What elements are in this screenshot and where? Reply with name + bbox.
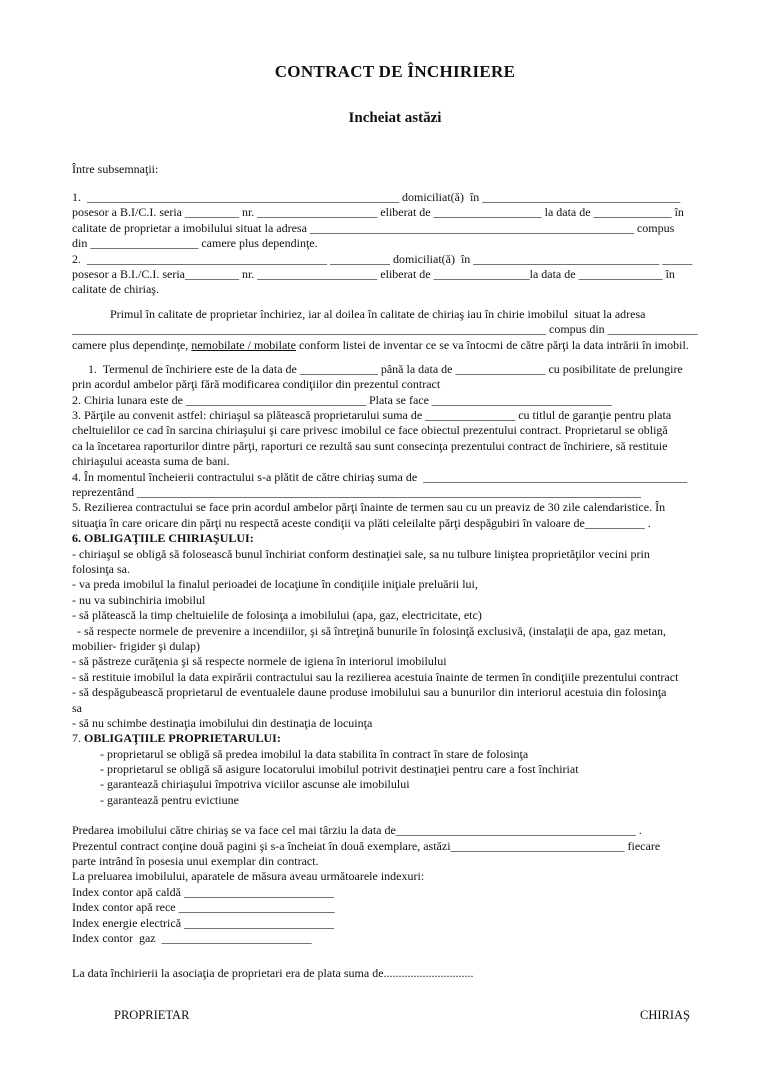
contract-line [72,516,718,531]
line-text: 7. [72,731,84,746]
line-text: situaţia în care oricare din părţi nu respectă aceste condiţii va plăti celeilalte părţi despăgubiri în valoare de__________ . [72,515,651,530]
line-text: 4. În momentul încheierii contractului s-a plătit de către chiriaş suma de ____________________________________________ [72,469,688,484]
intro-line: Între subsemnaţii: [72,162,159,176]
contract-line [72,608,718,623]
contract-line [72,639,718,654]
contract-line [72,221,718,236]
contract-line [72,362,718,377]
line-text: calitate de chiriaş. [72,282,159,297]
line-text: posesor a B.I./C.I. seria_________ nr. ____________________ eliberat de ________________la data de ______________ în [72,266,675,281]
contract-line [72,307,718,322]
line-text: Primul în calitate de proprietar închiriez, iar al doilea în calitate de chiriaş iau în chirie imobilul situat la adresa [110,306,646,321]
section-6-heading [72,531,718,546]
contract-line [72,267,718,282]
contract-line [72,747,718,762]
line-text: parte intrând în posesia unui exemplar din contract. [72,854,319,869]
line-text: conform listei de inventar ce se va întocmi de către părţi la data intrării în imobil. [295,337,689,352]
line-text: La preluarea imobilului, aparatele de măsura aveau următoarele indexuri: [72,869,425,884]
line-text: Index contor apă caldă _________________________ [72,884,334,899]
line-text: 2. ________________________________________ __________ domiciliat(ă) în _______________________________ _____ [72,251,693,266]
line-text: - să nu schimbe destinaţia imobilului din destinaţia de locuinţa [72,715,373,730]
contract-line [72,701,718,716]
contract-line [72,916,718,931]
line-text: 1. ____________________________________________________ domiciliat(ă) în _________________________________ [72,190,681,204]
signature-label-chirias: CHIRIAŞ [639,1007,690,1022]
contract-line [72,470,718,485]
line-text: cheltuielilor ce cad în sarcina chiriaşului şi care privesc imobilul ce face obiectul prezentului contract. Proprietarul se obligă [72,423,668,438]
line-text: prin acordul ambelor părţi fără modificarea condiţiilor din prezentul contract [72,377,441,392]
contract-line [72,839,718,854]
document-title: CONTRACT DE ÎNCHIRIERE [274,62,516,81]
line-text: camere plus dependinţe, [72,337,192,352]
contract-line [72,777,718,792]
contract-line [72,439,718,454]
contract-line [72,500,718,515]
line-text: - va preda imobilul la finalul perioadei de locaţiune în condiţiile iniţiale preluării lui, [72,577,478,592]
line-text: posesor a B.I/C.I. seria _________ nr. ____________________ eliberat de __________________ la data de _____________ în [72,205,684,220]
line-text: - să despăgubească proprietarul de eventualele daune produse imobilului sau a bunurilor din interiorul acestuia din folosinţa [72,685,667,700]
contract-line [72,762,718,777]
line-text: Index energie electrică _________________________ [72,915,335,930]
contract-line [72,966,718,981]
line-text: - să plătească la timp cheltuielile de folosinţa a imobilului (apa, gaz, electricitate, etc) [72,608,482,623]
contract-line [72,282,718,297]
contract-line [72,900,718,915]
line-text: chiriaşului aceasta suma de bani. [72,454,230,469]
contract-line [72,454,718,469]
signature-label-proprietar: PROPRIETAR [114,1007,190,1022]
line-text: Predarea imobilului către chiriaş se va face cel mai târziu la data de________________________________________ . [72,823,642,838]
document-subtitle: Incheiat astăzi [348,110,442,126]
contract-line [72,393,718,408]
line-text: Prezentul contract conţine două pagini şi s-a încheiat în două exemplare, astăzi_____________________________ fiecare [72,838,661,853]
signature-row [72,1008,718,1023]
contract-line [72,547,718,562]
contract-line [72,252,718,267]
line-text: - să restituie imobilul la data expirării contractului sau la rezilierea acestuia înainte de termen în condiţiile prezentului contract [72,669,679,684]
contract-line [72,377,718,392]
contract-line [72,654,718,669]
contract-line [72,931,718,946]
line-text: 5. Rezilierea contractului se face prin acordul ambelor părţi înainte de termen sau cu un preaviz de 30 zile calendaristice. În [72,500,666,515]
contract-line [72,205,718,220]
contract-line [72,423,718,438]
contract-line [72,593,718,608]
line-text: 6. OBLIGAŢIILE CHIRIAŞULUI: [72,531,254,546]
line-text: OBLIGAŢIILE PROPRIETARULUI: [84,731,281,746]
contract-line [72,190,718,205]
line-text: - garantează chiriaşului împotriva viciilor ascunse ale imobilului [100,777,410,792]
contract-line [72,577,718,592]
line-text: reprezentând ____________________________________________________________________________________ [72,485,641,500]
line-text: calitate de proprietar a imobilului situat la adresa ______________________________________________________ compus [72,220,675,235]
line-text: Index contor gaz _________________________ [72,930,312,945]
contract-line [72,322,718,337]
line-text: - chiriaşul se obligă să folosească bunul închiriat conform destinaţiei sale, sa nu tulbure liniştea proprietăţilor vecini prin [72,546,650,561]
section-7-heading [72,731,718,746]
line-text: La data închirierii la asociaţia de proprietari era de plata suma de.............................. [72,966,474,981]
line-text: din __________________ camere plus dependinţe. [72,236,318,251]
contract-body [72,190,718,982]
contract-line [72,670,718,685]
line-text: - garantează pentru evictiune [100,792,239,807]
line-text: - nu va subinchiria imobilul [72,592,206,607]
contract-line [72,854,718,869]
line-text: _______________________________________________________________________________ compus din _______________ [72,322,698,337]
contract-line [72,624,718,639]
contract-line [72,236,718,251]
contract-line [72,408,718,423]
line-text: - să păstreze curăţenia şi să respecte normele de igiena în interiorul imobilului [72,654,447,669]
contract-line [72,869,718,884]
line-text: - proprietarul se obligă să asigure locatorului imobilul potrivit destinaţiei pentru care a fost închiriat [100,762,579,777]
line-text: Index contor apă rece __________________________ [72,900,335,915]
underlined-text: nemobilate / mobilate [191,337,296,352]
contract-line [72,485,718,500]
line-text: sa [72,700,82,715]
line-text: 3. Părţile au convenit astfel: chiriaşul sa plătească proprietarului suma de _______________ cu titlul de garanţie pentru plata [72,408,672,423]
contract-line [72,885,718,900]
line-text: 2. Chiria lunara este de ______________________________ Plata se face ______________________________ [72,392,612,407]
contract-line [72,562,718,577]
contract-line [72,716,718,731]
line-text: mobilier- frigider şi dulap) [72,638,201,653]
contract-line [72,338,718,353]
line-text: ca la încetarea raporturilor dintre părţi, raporturi ce rezultă sau sunt consecinţa prezentului contract de închiriere, să restituie [72,438,668,453]
line-text: - proprietarul se obligă să predea imobilul la data stabilita în contract în stare de folosinţa [100,746,529,761]
contract-line [72,685,718,700]
contract-line [72,793,718,808]
line-text: folosinţa sa. [72,561,130,576]
contract-line [72,823,718,838]
line-text: - să respecte normele de prevenire a incendiilor, şi să întreţină bunurile în folosinţă exclusivă, (instalaţii de apa, gaz metan, [77,623,666,638]
line-text: 1. Termenul de închiriere este de la data de _____________ până la data de _______________ cu posibilitate de prelungire [88,361,683,376]
